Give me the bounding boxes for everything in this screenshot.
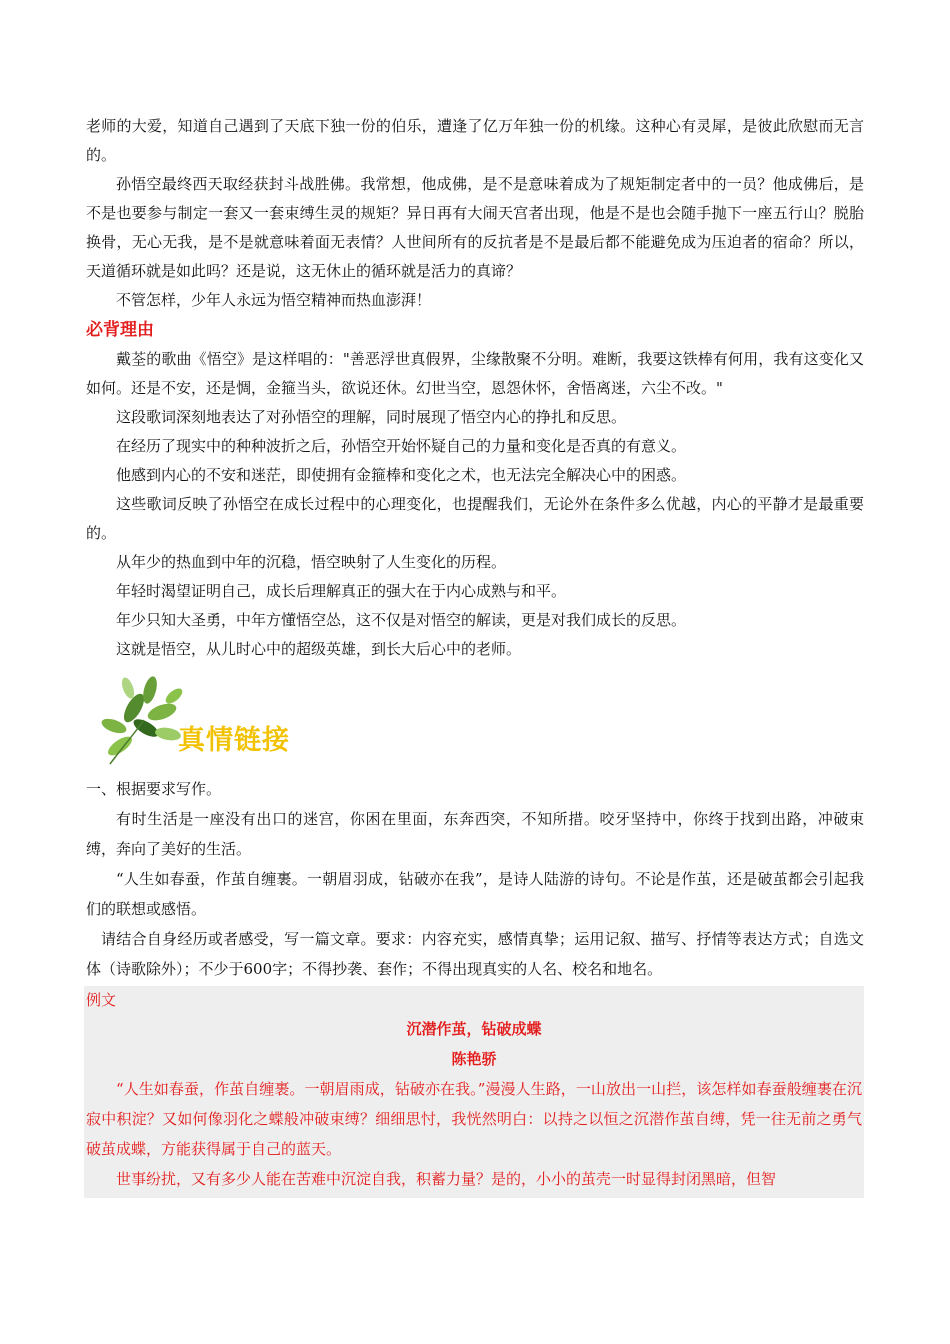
- intro-paragraph-1: 老师的大爱，知道自己遇到了天底下独一份的伯乐，遭逢了亿万年独一份的机缘。这种心有灵犀，是彼此欣慰而无言的。: [86, 117, 864, 164]
- sample-title: 沉潜作茧，钻破成蝶: [406, 1020, 542, 1038]
- banner-title: 真情链接: [178, 725, 290, 756]
- reason-paragraph: 在经历了现实中的种种波折之后，孙悟空开始怀疑自己的力量和变化是否真的有意义。: [116, 437, 687, 455]
- sample-essay-box: [84, 986, 864, 1198]
- intro-paragraph-2: 孙悟空最终西天取经获封斗战胜佛。我常想，他成佛，是不是意味着成为了规矩制定者中的一员？他成佛后，是不是也要参与制定一套又一套束缚生灵的规矩？异日再有大闹天宫者出现，他是不是也会随手抛下一座五行山？脱胎换骨，无心无我，是不是就意味着面无表情？人世间所有的反抗者是不是最后都不能避免成为压迫者的宿命？所以，天道循环就是如此吗？还是说，这无休止的循环就是活力的真谛？: [86, 175, 864, 280]
- sample-paragraph: 世事纷扰，又有多少人能在苦难中沉淀自我，积蓄力量？是的，小小的茧壳一时显得封闭黑暗，但智: [116, 1170, 777, 1188]
- reason-paragraph: 年少只知大圣勇，中年方懂悟空怂，这不仅是对悟空的解读，更是对我们成长的反思。: [116, 611, 687, 629]
- sample-paragraph: “人生如春蚕，作茧自缠裹。一朝眉雨成，钻破亦在我。”漫漫人生路，一山放出一山拦，该怎样如春蚕般缠裹在沉寂中积淀？又如何像羽化之蝶般冲破束缚？细细思忖，我恍然明白：以持之以恒之沉潜作茧自缚，凭一往无前之勇气破茧成蝶，方能获得属于自己的蓝天。: [86, 1080, 862, 1158]
- green-leaves-icon: [100, 668, 186, 768]
- task-paragraph: “人生如春蚕，作茧自缠裹。一朝眉羽成，钻破亦在我”，是诗人陆游的诗句。不论是作茧，还是破茧都会引起我们的联想或感悟。: [86, 870, 864, 918]
- reason-paragraph: 年轻时渴望证明自己，成长后理解真正的强大在于内心成熟与和平。: [116, 582, 567, 600]
- task-label: 一、根据要求写作。: [86, 780, 222, 798]
- task-requirement: 请结合自身经历或者感受，写一篇文章。要求：内容充实，感情真挚；运用记叙、描写、抒情等表达方式；自选文体（诗歌除外）；不少于600字；不得抄袭、套作；不得出现真实的人名、校名和地名。: [86, 930, 864, 978]
- reason-paragraph: 这段歌词深刻地表达了对孙悟空的理解，同时展现了悟空内心的挣扎和反思。: [116, 408, 627, 426]
- document-page: [86, 112, 864, 1198]
- sample-author: 陈艳骄: [451, 1050, 497, 1068]
- reason-paragraph: 他感到内心的不安和迷茫，即使拥有金箍棒和变化之术，也无法完全解决心中的困惑。: [116, 466, 687, 484]
- reason-paragraph: 戴荃的歌曲《悟空》是这样唱的："善恶浮世真假界，尘缘散聚不分明。难断，我要这铁棒有何用，我有这变化又如何。还是不安，还是惆，金箍当头，欲说还休。幻世当空，恩怨休怀，舍悟离迷，六尘不改。": [86, 350, 864, 397]
- reason-heading: 必背理由: [86, 320, 154, 340]
- sample-label: 例文: [86, 991, 117, 1009]
- reason-paragraph: 这些歌词反映了孙悟空在成长过程中的心理变化，也提醒我们，无论外在条件多么优越，内心的平静才是最重要的。: [86, 495, 864, 542]
- section-banner: [86, 668, 864, 770]
- reason-paragraph: 从年少的热血到中年的沉稳，悟空映射了人生变化的历程。: [116, 553, 507, 571]
- reason-paragraph: 这就是悟空，从儿时心中的超级英雄，到长大后心中的老师。: [116, 640, 522, 658]
- task-paragraph: 有时生活是一座没有出口的迷宫，你困在里面，东奔西突，不知所措。咬牙坚持中，你终于找到出路，冲破束缚，奔向了美好的生活。: [86, 810, 864, 858]
- intro-paragraph-3: 不管怎样，少年人永远为悟空精神而热血澎湃！: [116, 291, 432, 309]
